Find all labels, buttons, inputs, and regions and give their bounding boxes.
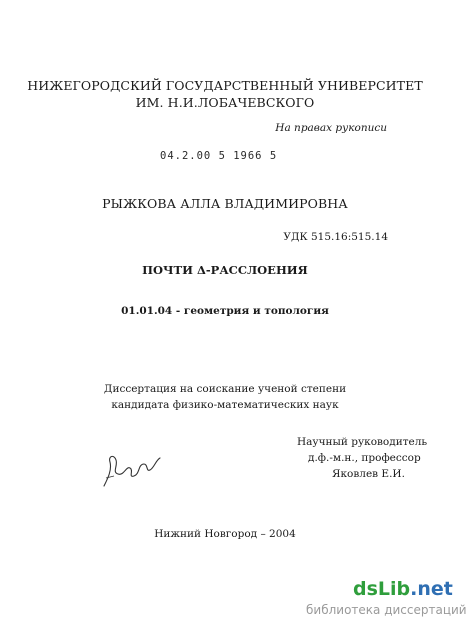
degree-line1: Диссертация на соискание ученой степени [103,383,347,395]
city-year: Нижний Новгород – 2004 [154,528,296,540]
dissertation-title: ПОЧТИ Δ-РАССЛОЕНИЯ [142,263,308,277]
university-name-line1: НИЖЕГОРОДСКИЙ ГОСУДАРСТВЕННЫЙ УНИВЕРСИТЕТ [27,78,423,93]
udc-code: УДК 515.16:515.14 [283,231,388,243]
supervisor-degree: д.ф.-м.н., профессор [308,452,421,464]
watermark-brand-b: .net [410,578,453,600]
handwritten-signature [98,448,168,492]
watermark-brand-a: dsLib [353,578,411,600]
registration-number: 04.2.00 5 1966 5 [160,150,278,162]
rights-note: На правах рукописи [275,122,387,134]
specialty: 01.01.04 - геометрия и топология [121,305,329,317]
degree-line2: кандидата физико-математических наук [111,399,339,411]
university-name-line2: ИМ. Н.И.ЛОБАЧЕВСКОГО [135,95,315,110]
supervisor-name: Яковлев Е.И. [332,468,405,480]
supervisor-label: Научный руководитель [297,436,428,448]
watermark-logo [353,578,453,600]
author-name: РЫЖКОВА АЛЛА ВЛАДИМИРОВНА [102,196,348,211]
watermark-tagline: библиотека диссертаций [306,603,467,617]
